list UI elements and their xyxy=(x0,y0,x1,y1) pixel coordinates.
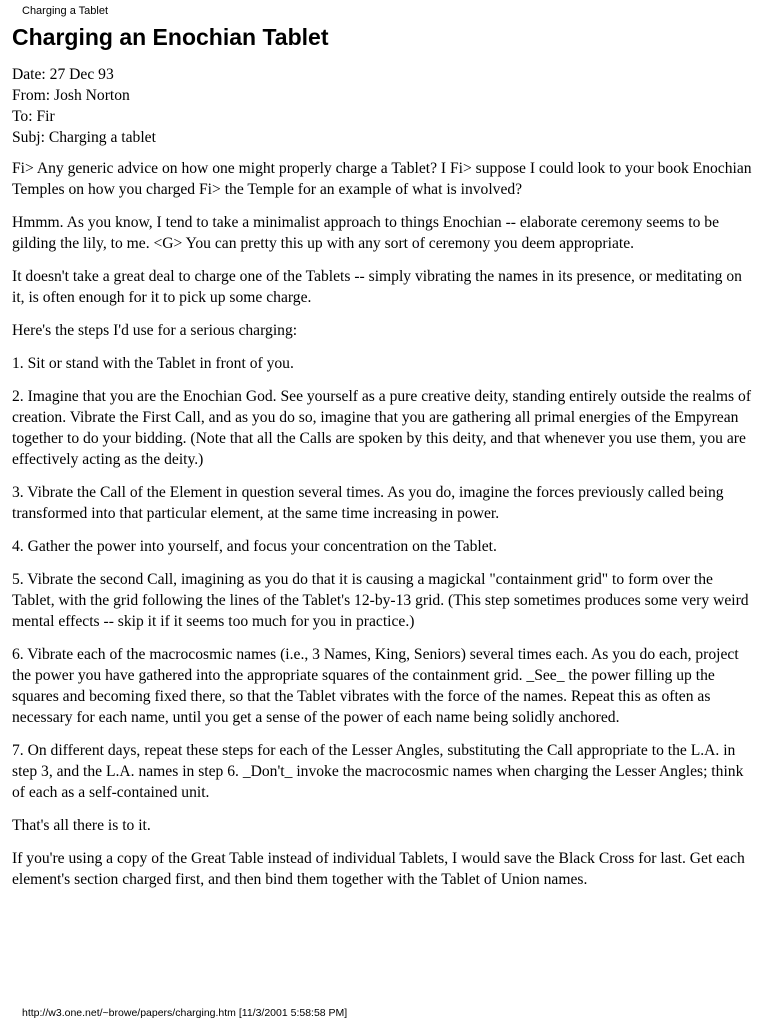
page-header-title: Charging a Tablet xyxy=(22,5,109,17)
paragraph-steps-intro: Here's the steps I'd use for a serious charging: xyxy=(12,322,298,339)
message-subject: Subj: Charging a tablet xyxy=(12,129,156,146)
paragraph-step-7: 7. On different days, repeat these steps for each of the Lesser Angles, substituting the Call appropriate to the L.A. in step 3, and the L.A. names in step 6. _Don't_ invoke the macrocosmic names when charging the Lesser Angles; think of each as a self-contained unit. xyxy=(12,742,744,801)
paragraph-step-5: 5. Vibrate the second Call, imagining as you do that it is causing a magickal "containment grid" to form over the Tablet, with the grid following the lines of the Tablet's 12-by-13 grid. (This step sometimes produces some very weird mental effects -- skip it if it seems too much for you in practice.) xyxy=(12,571,749,630)
paragraph-quoted-question: Fi> Any generic advice on how one might properly charge a Tablet? I Fi> suppose I could look to your book Enochian Temples on how you charged Fi> the Temple for an example of what is involved? xyxy=(12,160,752,198)
paragraph-step-2: 2. Imagine that you are the Enochian God. See yourself as a pure creative deity, standing entirely outside the realms of creation. Vibrate the First Call, and as you do so, imagine that you are gathering all primal energies of the Empyrean together to do your bidding. (Note that all the Calls are spoken by this deity, and that whenever you use them, you are effectively acting as the deity.) xyxy=(12,388,752,468)
paragraph-conclusion: That's all there is to it. xyxy=(12,817,151,834)
paragraph-simple-charge: It doesn't take a great deal to charge one of the Tablets -- simply vibrating the names in its presence, or meditating on it, is often enough for it to pick up some charge. xyxy=(12,268,742,306)
document-body xyxy=(12,22,756,902)
paragraph-intro: Hmmm. As you know, I tend to take a minimalist approach to things Enochian -- elaborate ceremony seems to be gilding the lily, to me. <G> You can pretty this up with any sort of ceremony you deem appropriate. xyxy=(12,214,720,252)
message-header xyxy=(12,64,756,148)
paragraph-step-3: 3. Vibrate the Call of the Element in question several times. As you do, imagine the forces previously called being transformed into that particular element, at the same time increasing in power. xyxy=(12,484,724,522)
paragraph-step-1: 1. Sit or stand with the Tablet in front of you. xyxy=(12,355,294,372)
message-date: Date: 27 Dec 93 xyxy=(12,66,114,83)
article-title: Charging an Enochian Tablet xyxy=(12,24,329,50)
paragraph-step-4: 4. Gather the power into yourself, and focus your concentration on the Tablet. xyxy=(12,538,497,555)
message-from: From: Josh Norton xyxy=(12,87,130,104)
page-footer-url: http://w3.one.net/~browe/papers/charging.htm [11/3/2001 5:58:58 PM] xyxy=(22,1007,348,1019)
paragraph-great-table-note: If you're using a copy of the Great Table instead of individual Tablets, I would save the Black Cross for last. Get each element's section charged first, and then bind them together with the Tablet of Union names. xyxy=(12,850,745,888)
paragraph-step-6: 6. Vibrate each of the macrocosmic names (i.e., 3 Names, King, Seniors) several times each. As you do each, project the power you have gathered into the appropriate squares of the containment grid. _See_ the power filling up the squares and becoming fixed there, so that the Tablet vibrates with the force of the names. Repeat this as often as necessary for each name, until you get a sense of the power of each name being solidly anchored. xyxy=(12,646,739,726)
message-to: To: Fir xyxy=(12,108,55,125)
